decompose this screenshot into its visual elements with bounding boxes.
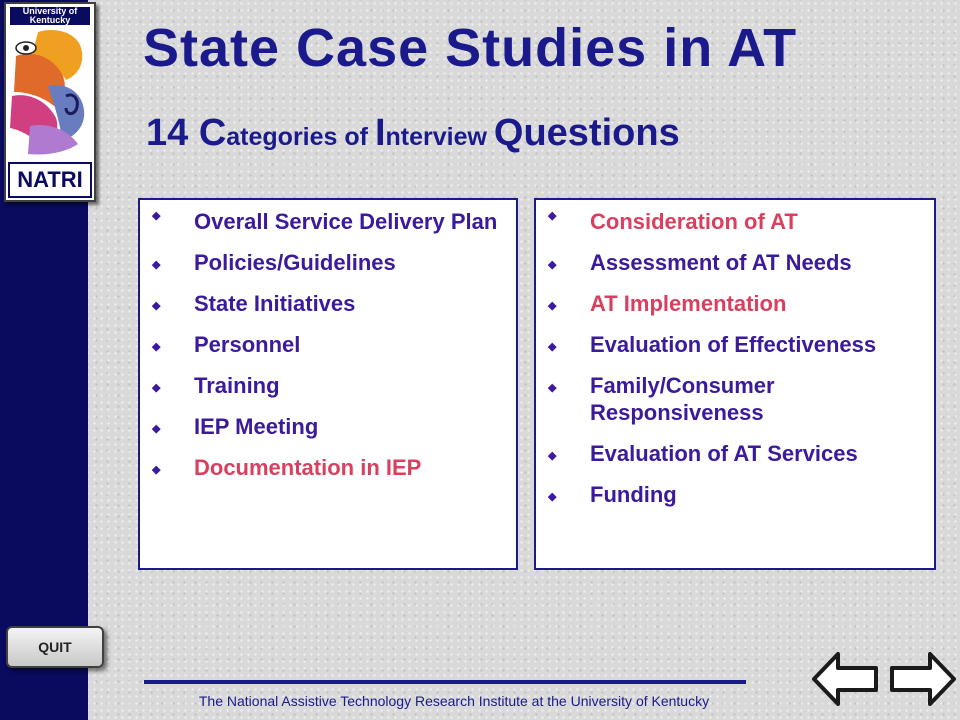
slide-title: State Case Studies in AT [143, 18, 798, 78]
diamond-bullet-icon: ◆ [548, 210, 557, 222]
diamond-bullet-icon: ◆ [152, 464, 161, 476]
footer-text: The National Assistive Technology Research Institute at the University of Kentucky [198, 693, 710, 709]
category-item-label: Documentation in IEP [194, 455, 422, 480]
category-item-label: Funding [590, 482, 677, 507]
category-item [536, 249, 934, 276]
arrow-right-icon [892, 654, 954, 704]
category-item [536, 331, 934, 358]
category-item [536, 372, 934, 426]
next-slide-button[interactable] [884, 648, 958, 710]
category-item-label: Evaluation of AT Services [590, 441, 858, 466]
diamond-bullet-icon: ◆ [152, 259, 161, 271]
category-item [536, 440, 934, 467]
category-item [536, 290, 934, 317]
previous-slide-button[interactable] [810, 648, 884, 710]
footer-divider [144, 680, 746, 684]
category-item-label: State Initiatives [194, 291, 356, 316]
diamond-bullet-icon: ◆ [152, 341, 161, 353]
subtitle-part: Questions [493, 112, 680, 154]
slide-subtitle [146, 110, 680, 161]
category-item-label: Training [194, 373, 280, 398]
category-item-label: Personnel [194, 332, 301, 357]
category-item-label: Evaluation of Effectiveness [590, 332, 877, 357]
category-item-label: AT Implementation [590, 291, 787, 316]
category-item-label: Overall Service Delivery Plan [194, 209, 498, 234]
diamond-bullet-icon: ◆ [152, 210, 161, 222]
subtitle-part: of [337, 123, 375, 151]
subtitle-part: I [374, 112, 386, 154]
category-item [536, 481, 934, 508]
category-item [140, 331, 516, 358]
category-item-label: IEP Meeting [194, 414, 319, 439]
category-item [140, 290, 516, 317]
diamond-bullet-icon: ◆ [152, 300, 161, 312]
arrow-left-icon [814, 654, 876, 704]
diamond-bullet-icon: ◆ [548, 450, 557, 462]
subtitle-part: ategories [226, 123, 338, 151]
diamond-bullet-icon: ◆ [548, 300, 557, 312]
logo-faces-illustration [8, 26, 92, 160]
left-category-panel [138, 198, 518, 570]
diamond-bullet-icon: ◆ [548, 491, 557, 503]
right-category-list [536, 200, 934, 508]
category-item-label: Policies/Guidelines [194, 250, 396, 275]
subtitle-part: 14 C [146, 112, 227, 154]
category-item-label: Consideration of AT [590, 209, 798, 234]
diamond-bullet-icon: ◆ [548, 382, 557, 394]
diamond-bullet-icon: ◆ [548, 341, 557, 353]
category-item [140, 249, 516, 276]
diamond-bullet-icon: ◆ [152, 423, 161, 435]
category-item [140, 413, 516, 440]
quit-button[interactable]: QUIT [6, 626, 104, 668]
left-category-list [140, 200, 516, 481]
category-item [140, 454, 516, 481]
logo-natri-text: NATRI [8, 162, 92, 198]
category-item [140, 372, 516, 399]
category-item-label: Family/Consumer Responsiveness [590, 373, 775, 425]
right-category-panel [534, 198, 936, 570]
diamond-bullet-icon: ◆ [548, 259, 557, 271]
category-item-label: Assessment of AT Needs [590, 250, 852, 275]
category-item [140, 200, 516, 235]
natri-logo [4, 2, 96, 202]
logo-university-text: University of Kentucky [10, 7, 90, 25]
category-item [536, 200, 934, 235]
diamond-bullet-icon: ◆ [152, 382, 161, 394]
subtitle-part: nterview [385, 123, 494, 151]
